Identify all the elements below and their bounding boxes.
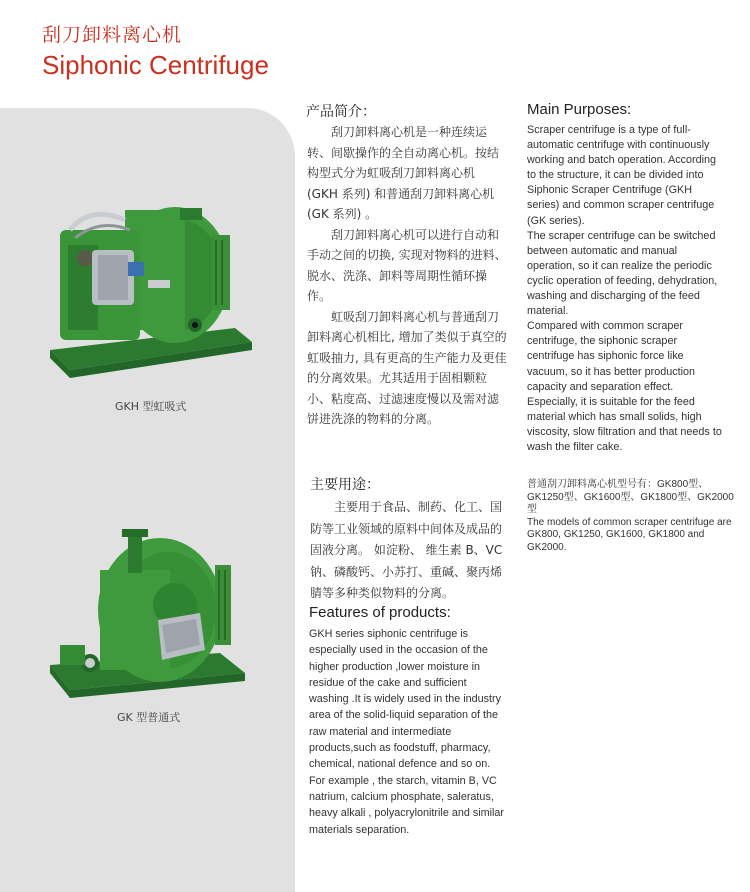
intro-paragraph-cn: 刮刀卸料离心机是一种连续运转、间歇操作的全自动离心机。按结构型式分为虹吸刮刀卸料离心机 (GKH 系列) 和普通刮刀卸料离心机 (GK 系列) 。 (307, 125, 500, 221)
gkh-image-caption: GKH 型虹吸式 (115, 400, 187, 413)
intro-heading-cn: 产品简介： (306, 104, 376, 120)
uses-body-cn (310, 497, 510, 605)
main-purposes-paragraph: Scraper centrifuge is a type of full-automatic centrifuge with continuously working and batch operation. According to the structure, it can be divided into Siphonic Scraper Centrifuge (GKH series) and common scraper centrifuge (GK series). (527, 124, 717, 227)
intro-body-cn (307, 122, 507, 430)
models-note (527, 479, 739, 554)
page-title-english: Siphonic Centrifuge (42, 50, 269, 80)
uses-heading-cn: 主要用途： (310, 477, 380, 493)
intro-paragraph-cn: 刮刀卸料离心机可以进行自动和手动之间的切换, 实现对物料的进料、脱水、洗涤、卸料等周期性循环操作。 (307, 227, 507, 303)
models-en: The models of common scraper centrifuge are GK800, GK1250, GK1600, GK1800 and GK2000. (527, 516, 732, 553)
page-title-chinese: 刮刀卸料离心机 (42, 24, 183, 46)
models-cn: 普通刮刀卸料离心机型号有：GK800型、GK1250型、GK1600型、GK1800型、GK2000型 (527, 479, 734, 515)
main-purposes-body (527, 123, 727, 455)
intro-paragraph-cn: 虹吸刮刀卸料离心机与普通刮刀卸料离心机相比, 增加了类似于真空的虹吸抽力, 具有更高的生产能力及更佳的分离效果。尤其适用于固相颗粒小、粘度高、过滤速度慢以及需对滤饼进洗涤的物料的分离。 (307, 309, 507, 426)
gkh-centrifuge-image (30, 190, 255, 390)
main-purposes-paragraph: Compared with common scraper centrifuge, the siphonic scraper centrifuge has siphonic force like vacuum, so it has better production capacity and separation effect. Especially, it is suitable for the feed material which has small solids, high viscosity, slow filtration and that needs to wash the filter cake. (527, 320, 722, 453)
gk-centrifuge-image (40, 525, 250, 705)
main-purposes-paragraph: The scraper centrifuge can be switched between automatic and manual operation, so it can realize the periodic cyclic operation of feeding, dehydration, washing and discharging of the feed material. (527, 229, 718, 318)
main-purposes-heading: Main Purposes: (527, 101, 632, 118)
features-heading: Features of products: (309, 604, 451, 621)
uses-paragraph-cn: 主要用于食品、制药、化工、国防等工业领域的原料中间体及成品的固液分离。 如淀粉、 维生素 B、VC 钠、磷酸钙、小苏打、重碱、聚丙烯腈等多种类似物料的分离。 (310, 500, 503, 600)
gk-image-caption: GK 型普通式 (117, 711, 181, 724)
features-body: GKH series siphonic centrifuge is especially used in the occasion of the higher production ,lower moisture in residue of the cake and sufficient washing .It is widely used in the industry area of the solid-liquid separation of the raw material and intermediate products,such as foodstuff, pharmacy, chemical, national defence and so on. For example , the starch, vitamin B, VC natrium, calcium phosphate, saleratus, heavy alkali , polyacrylonitrile and similar materials separation. (309, 628, 505, 836)
